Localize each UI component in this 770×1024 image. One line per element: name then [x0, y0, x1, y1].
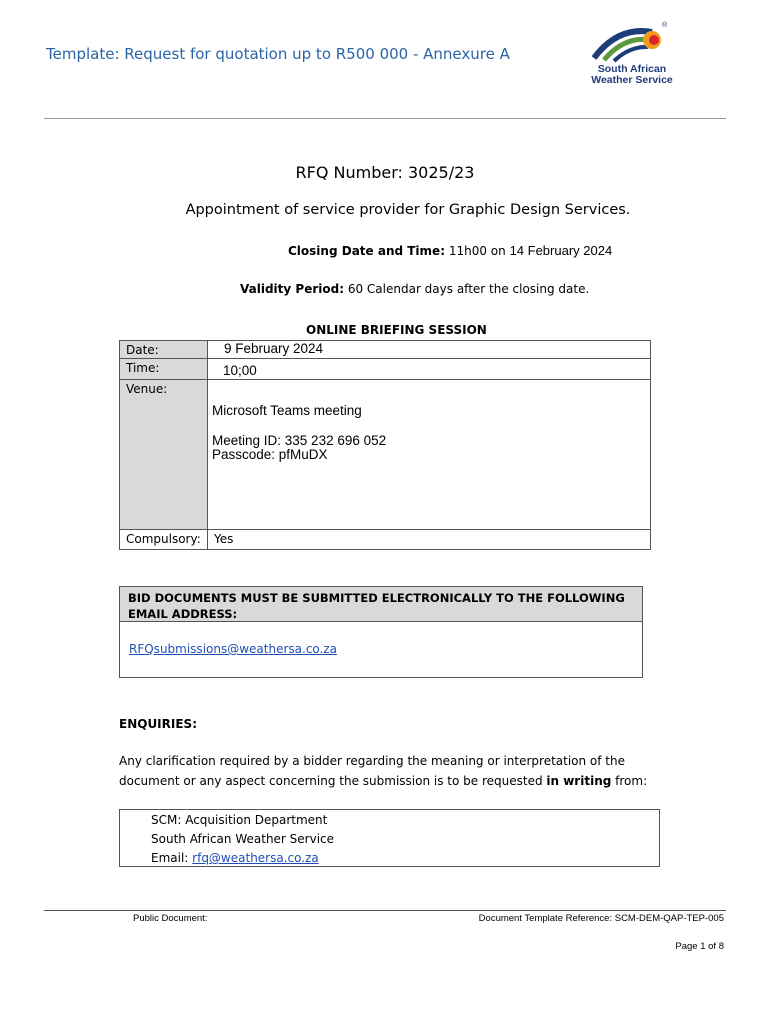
page-number: Page 1 of 8 — [675, 941, 724, 952]
logo-line-1: South African — [597, 63, 667, 75]
footer-template-reference: Document Template Reference: SCM-DEM-QAP-TEP-005 — [478, 913, 724, 924]
bid-submission-email-link[interactable]: RFQsubmissions@weathersa.co.za — [129, 642, 338, 656]
enquiries-text-end: from: — [611, 773, 648, 788]
closing-label: Closing Date and Time: — [288, 244, 445, 258]
venue-teams: Microsoft Teams meeting — [212, 403, 362, 418]
briefing-time-label: Time: — [119, 358, 208, 380]
briefing-date-cell — [207, 340, 651, 359]
scm-email-link[interactable]: rfq@weathersa.co.za — [192, 851, 319, 865]
logo-wordmark — [582, 64, 682, 86]
briefing-compulsory-value: Yes — [207, 529, 651, 550]
briefing-heading: ONLINE BRIEFING SESSION — [306, 323, 487, 337]
validity-label: Validity Period: — [240, 282, 344, 296]
venue-passcode: Passcode: pfMuDX — [212, 447, 328, 462]
briefing-venue-cell — [207, 379, 651, 530]
scm-organisation: South African Weather Service — [151, 832, 335, 846]
footer-divider — [44, 910, 726, 911]
bid-submission-box — [119, 586, 643, 678]
document-template-title: Template: Request for quotation up to R500 000 - Annexure A — [46, 45, 510, 63]
briefing-time-value: 10;00 — [223, 363, 257, 378]
registered-mark: ® — [662, 22, 668, 29]
saws-logo-icon — [578, 20, 684, 66]
header-divider — [44, 118, 726, 119]
enquiries-text-start: Any clarification required by a bidder regarding the meaning or interpretation of the document or any aspect concerning the submission is to be requested — [119, 754, 626, 788]
scm-email-label: Email: — [151, 851, 193, 865]
briefing-date-value: 9 February 2024 — [224, 341, 324, 356]
footer-public-document: Public Document: — [133, 913, 208, 924]
briefing-compulsory-label: Compulsory: — [119, 529, 208, 550]
enquiries-paragraph — [119, 752, 689, 791]
rfq-appointment-title: Appointment of service provider for Graphic Design Services. — [185, 202, 631, 218]
bid-submission-heading: BID DOCUMENTS MUST BE SUBMITTED ELECTRONICALLY TO THE FOLLOWING EMAIL ADDRESS: — [120, 587, 642, 622]
venue-meeting-id: Meeting ID: 335 232 696 052 — [212, 433, 387, 448]
scm-contact-box — [119, 809, 660, 867]
saws-logo — [578, 20, 684, 92]
enquiries-text-bold: in writing — [546, 773, 612, 788]
scm-email-line — [151, 849, 659, 868]
scm-department: SCM: Acquisition Department — [151, 813, 328, 827]
enquiries-heading: ENQUIRIES: — [119, 717, 197, 731]
logo-line-2: Weather Service — [591, 74, 673, 86]
closing-date: 14 February 2024 — [509, 243, 613, 258]
briefing-date-label: Date: — [119, 340, 208, 359]
closing-date-line — [288, 243, 612, 258]
closing-time: 11h00 on — [448, 244, 506, 258]
validity-text: 60 Calendar days after the closing date. — [347, 282, 590, 296]
rfq-number: RFQ Number: 3025/23 — [295, 163, 475, 182]
validity-line — [240, 282, 589, 296]
briefing-time-cell — [207, 358, 651, 380]
briefing-venue-label: Venue: — [119, 379, 208, 530]
